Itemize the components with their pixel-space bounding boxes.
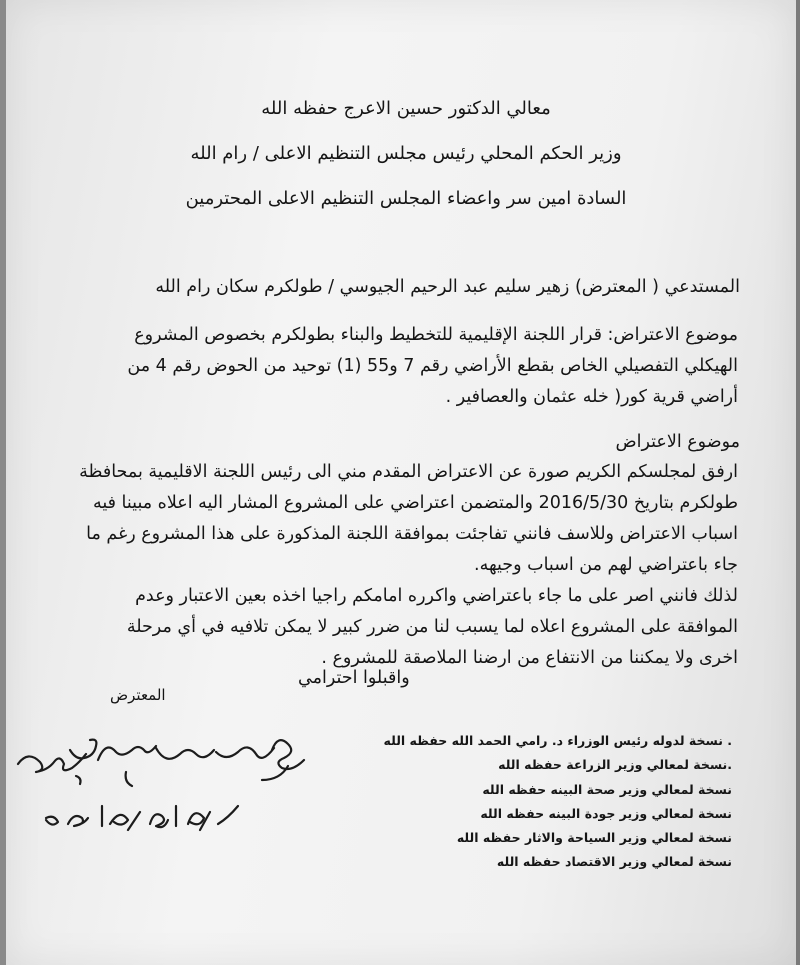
copy-recipient: نسخة لمعالي وزير السياحة والاثار حفظه الله	[456, 830, 732, 845]
applicant-line: المستدعي ( المعترض) زهير سليم عبد الرحيم الجيوسي / طولكرم سكان رام الله	[155, 277, 740, 297]
handwritten-signature	[6, 720, 336, 840]
copy-recipient: نسخة لمعالي وزير جودة البينه حفظه الله	[480, 806, 732, 821]
copy-recipient: . نسخة لدوله رئيس الوزراء د. رامي الحمد الله حفظه الله	[383, 733, 732, 748]
objection-line: جاء باعتراضي لهم من اسباب وجيهه.	[474, 555, 738, 575]
closing-line: واقبلوا احترامي	[298, 668, 410, 688]
subject-line-2: الهيكلي التفصيلي الخاص بقطع الأراضي رقم 7 و55 (1) توحيد من الحوض رقم 4 من	[127, 356, 738, 376]
subject-line-1: موضوع الاعتراض: قرار اللجنة الإقليمية للتخطيط والبناء بطولكرم بخصوص المشروع	[134, 325, 738, 345]
addressee-line: معالي الدكتور حسين الاعرج حفظه الله	[261, 98, 551, 119]
copy-recipient: نسخة لمعالي وزير صحة البينه حفظه الله	[482, 782, 732, 797]
objection-line: طولكرم بتاريخ 2016/5/30 والمتضمن اعتراضي على المشروع المشار اليه اعلاه مبينا فيه	[92, 493, 738, 513]
objection-line: اسباب الاعتراض وللاسف فانني تفاجئت بموافقة اللجنة المذكورة على هذا المشروع رغم ما	[86, 524, 738, 544]
page-edge-right	[796, 0, 800, 965]
copy-recipient: نسخة لمعالي وزير الاقتصاد حفظه الله	[496, 854, 732, 869]
document-page	[6, 0, 796, 965]
signature-label: المعترض	[110, 686, 166, 704]
addressee-title-line: وزير الحكم المحلي رئيس مجلس التنظيم الاعلى / رام الله	[190, 143, 622, 164]
copy-recipient: .نسخة لمعالي وزير الزراعة حفظه الله	[498, 757, 732, 772]
subject-line-3: أراضي قرية كور( خله عثمان والعصافير .	[445, 387, 738, 407]
addressee-council-line: السادة امين سر واعضاء المجلس التنظيم الاعلى المحترمين	[185, 188, 627, 209]
objection-line: الموافقة على المشروع اعلاه لما يسبب لنا من ضرر كبير لا يمكن تلافيه في أي مرحلة	[126, 617, 738, 637]
objection-line: ارفق لمجلسكم الكريم صورة عن الاعتراض المقدم مني الى رئيس اللجنة الاقليمية بمحافظة	[79, 462, 738, 482]
objection-line: لذلك فانني اصر على ما جاء باعتراضي واكرره امامكم راجيا اخذه بعين الاعتبار وعدم	[135, 586, 738, 606]
objection-heading: موضوع الاعتراض	[615, 432, 740, 452]
objection-line: اخرى ولا يمكننا من الانتفاع من ارضنا الملاصقة للمشروع .	[321, 648, 738, 668]
